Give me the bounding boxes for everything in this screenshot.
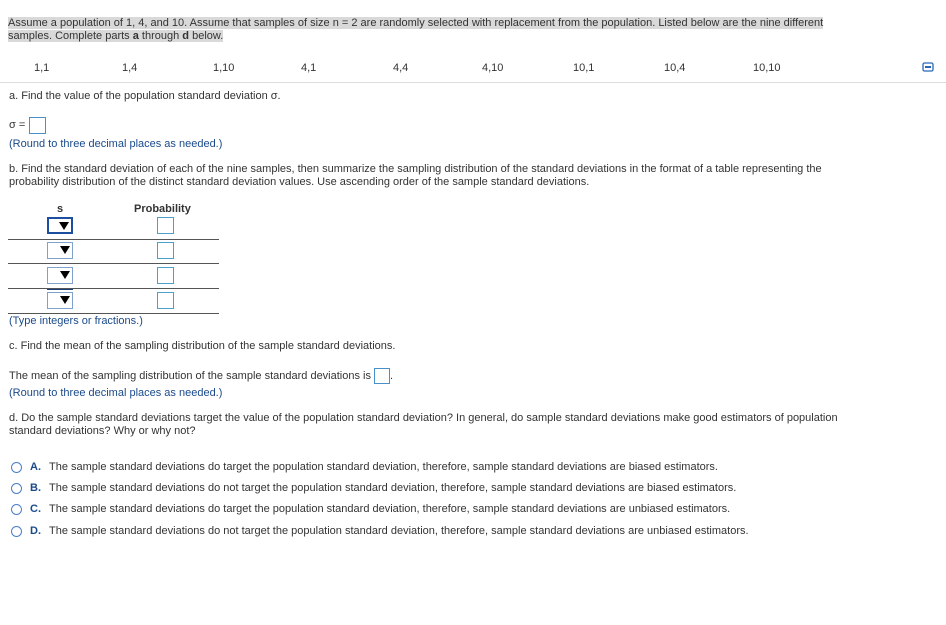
sample-item: 4,4 — [393, 62, 409, 74]
probability-input-2[interactable] — [157, 242, 174, 259]
option-c[interactable]: C. The sample standard deviations do target the population standard deviation, therefore, sample standard deviations are unbiased estimators. — [11, 503, 911, 519]
sample-item: 10,10 — [753, 62, 781, 74]
part-b-hint: (Type integers or fractions.) — [9, 315, 143, 327]
sample-item: 1,1 — [34, 62, 50, 74]
sample-item: 4,1 — [301, 62, 317, 74]
sample-item: 10,4 — [664, 62, 686, 74]
dropdown-arrow-icon — [60, 271, 70, 279]
mean-input[interactable] — [374, 368, 390, 384]
table-row-divider — [8, 313, 219, 314]
sample-item: 1,10 — [213, 62, 235, 74]
part-b-question: b. Find the standard deviation of each of the nine samples, then summarize the sampling distribution of the standard deviations in the format of a table representing the probability distribution of the distinct standard deviation values. Use ascending order of the sample standard deviations. — [9, 163, 822, 188]
part-c-hint: (Round to three decimal places as needed.) — [9, 387, 223, 399]
s-dropdown-3[interactable] — [47, 267, 73, 284]
part-d-question: d. Do the sample standard deviations target the value of the population standard deviation? In general, do sample standard deviations make good estimators of population standard deviations? Why or why not? — [9, 412, 838, 437]
part-c-question: c. Find the mean of the sampling distribution of the sample standard deviations. — [9, 340, 396, 352]
option-b[interactable]: B. The sample standard deviations do not target the population standard deviation, therefore, sample standard deviations are biased estimators. — [11, 482, 911, 498]
probability-input-4[interactable] — [157, 292, 174, 309]
table-row-divider — [8, 263, 219, 264]
part-c-answer-line: The mean of the sampling distribution of the sample standard deviations is . — [9, 368, 393, 384]
copy-data-icon[interactable] — [922, 62, 934, 73]
radio-button[interactable] — [11, 526, 22, 537]
sigma-input[interactable] — [29, 117, 46, 134]
divider — [0, 82, 946, 83]
sample-item: 10,1 — [573, 62, 595, 74]
part-a-question: a. Find the value of the population standard deviation σ. — [9, 90, 281, 102]
sample-item: 1,4 — [122, 62, 138, 74]
s-dropdown-2[interactable] — [47, 242, 73, 259]
sample-item: 4,10 — [482, 62, 504, 74]
option-a[interactable]: A. The sample standard deviations do target the population standard deviation, therefore, sample standard deviations are biased estimators. — [11, 461, 911, 477]
radio-button[interactable] — [11, 504, 22, 515]
problem-statement: Assume a population of 1, 4, and 10. Assume that samples of size n = 2 are randomly selected with replacement from the population. Listed below are the nine different samples. Complete parts a through d below. — [8, 17, 824, 42]
table-row-divider — [8, 239, 219, 240]
dropdown-arrow-icon — [59, 222, 69, 230]
column-header-s: s — [57, 203, 64, 215]
probability-input-1[interactable] — [157, 217, 174, 234]
radio-button[interactable] — [11, 462, 22, 473]
probability-input-3[interactable] — [157, 267, 174, 284]
s-dropdown-4[interactable] — [47, 292, 73, 309]
radio-button[interactable] — [11, 483, 22, 494]
s-dropdown-1[interactable] — [47, 217, 73, 234]
option-d[interactable]: D. The sample standard deviations do not target the population standard deviation, therefore, sample standard deviations are unbiased estimators. — [11, 525, 911, 541]
dropdown-arrow-icon — [60, 246, 70, 254]
part-a-hint: (Round to three decimal places as needed.) — [9, 138, 223, 150]
table-row-divider — [8, 288, 219, 289]
dropdown-arrow-icon — [60, 296, 70, 304]
samples-list — [0, 62, 946, 76]
sigma-label: σ = — [9, 119, 26, 131]
column-header-probability: Probability — [134, 203, 191, 215]
